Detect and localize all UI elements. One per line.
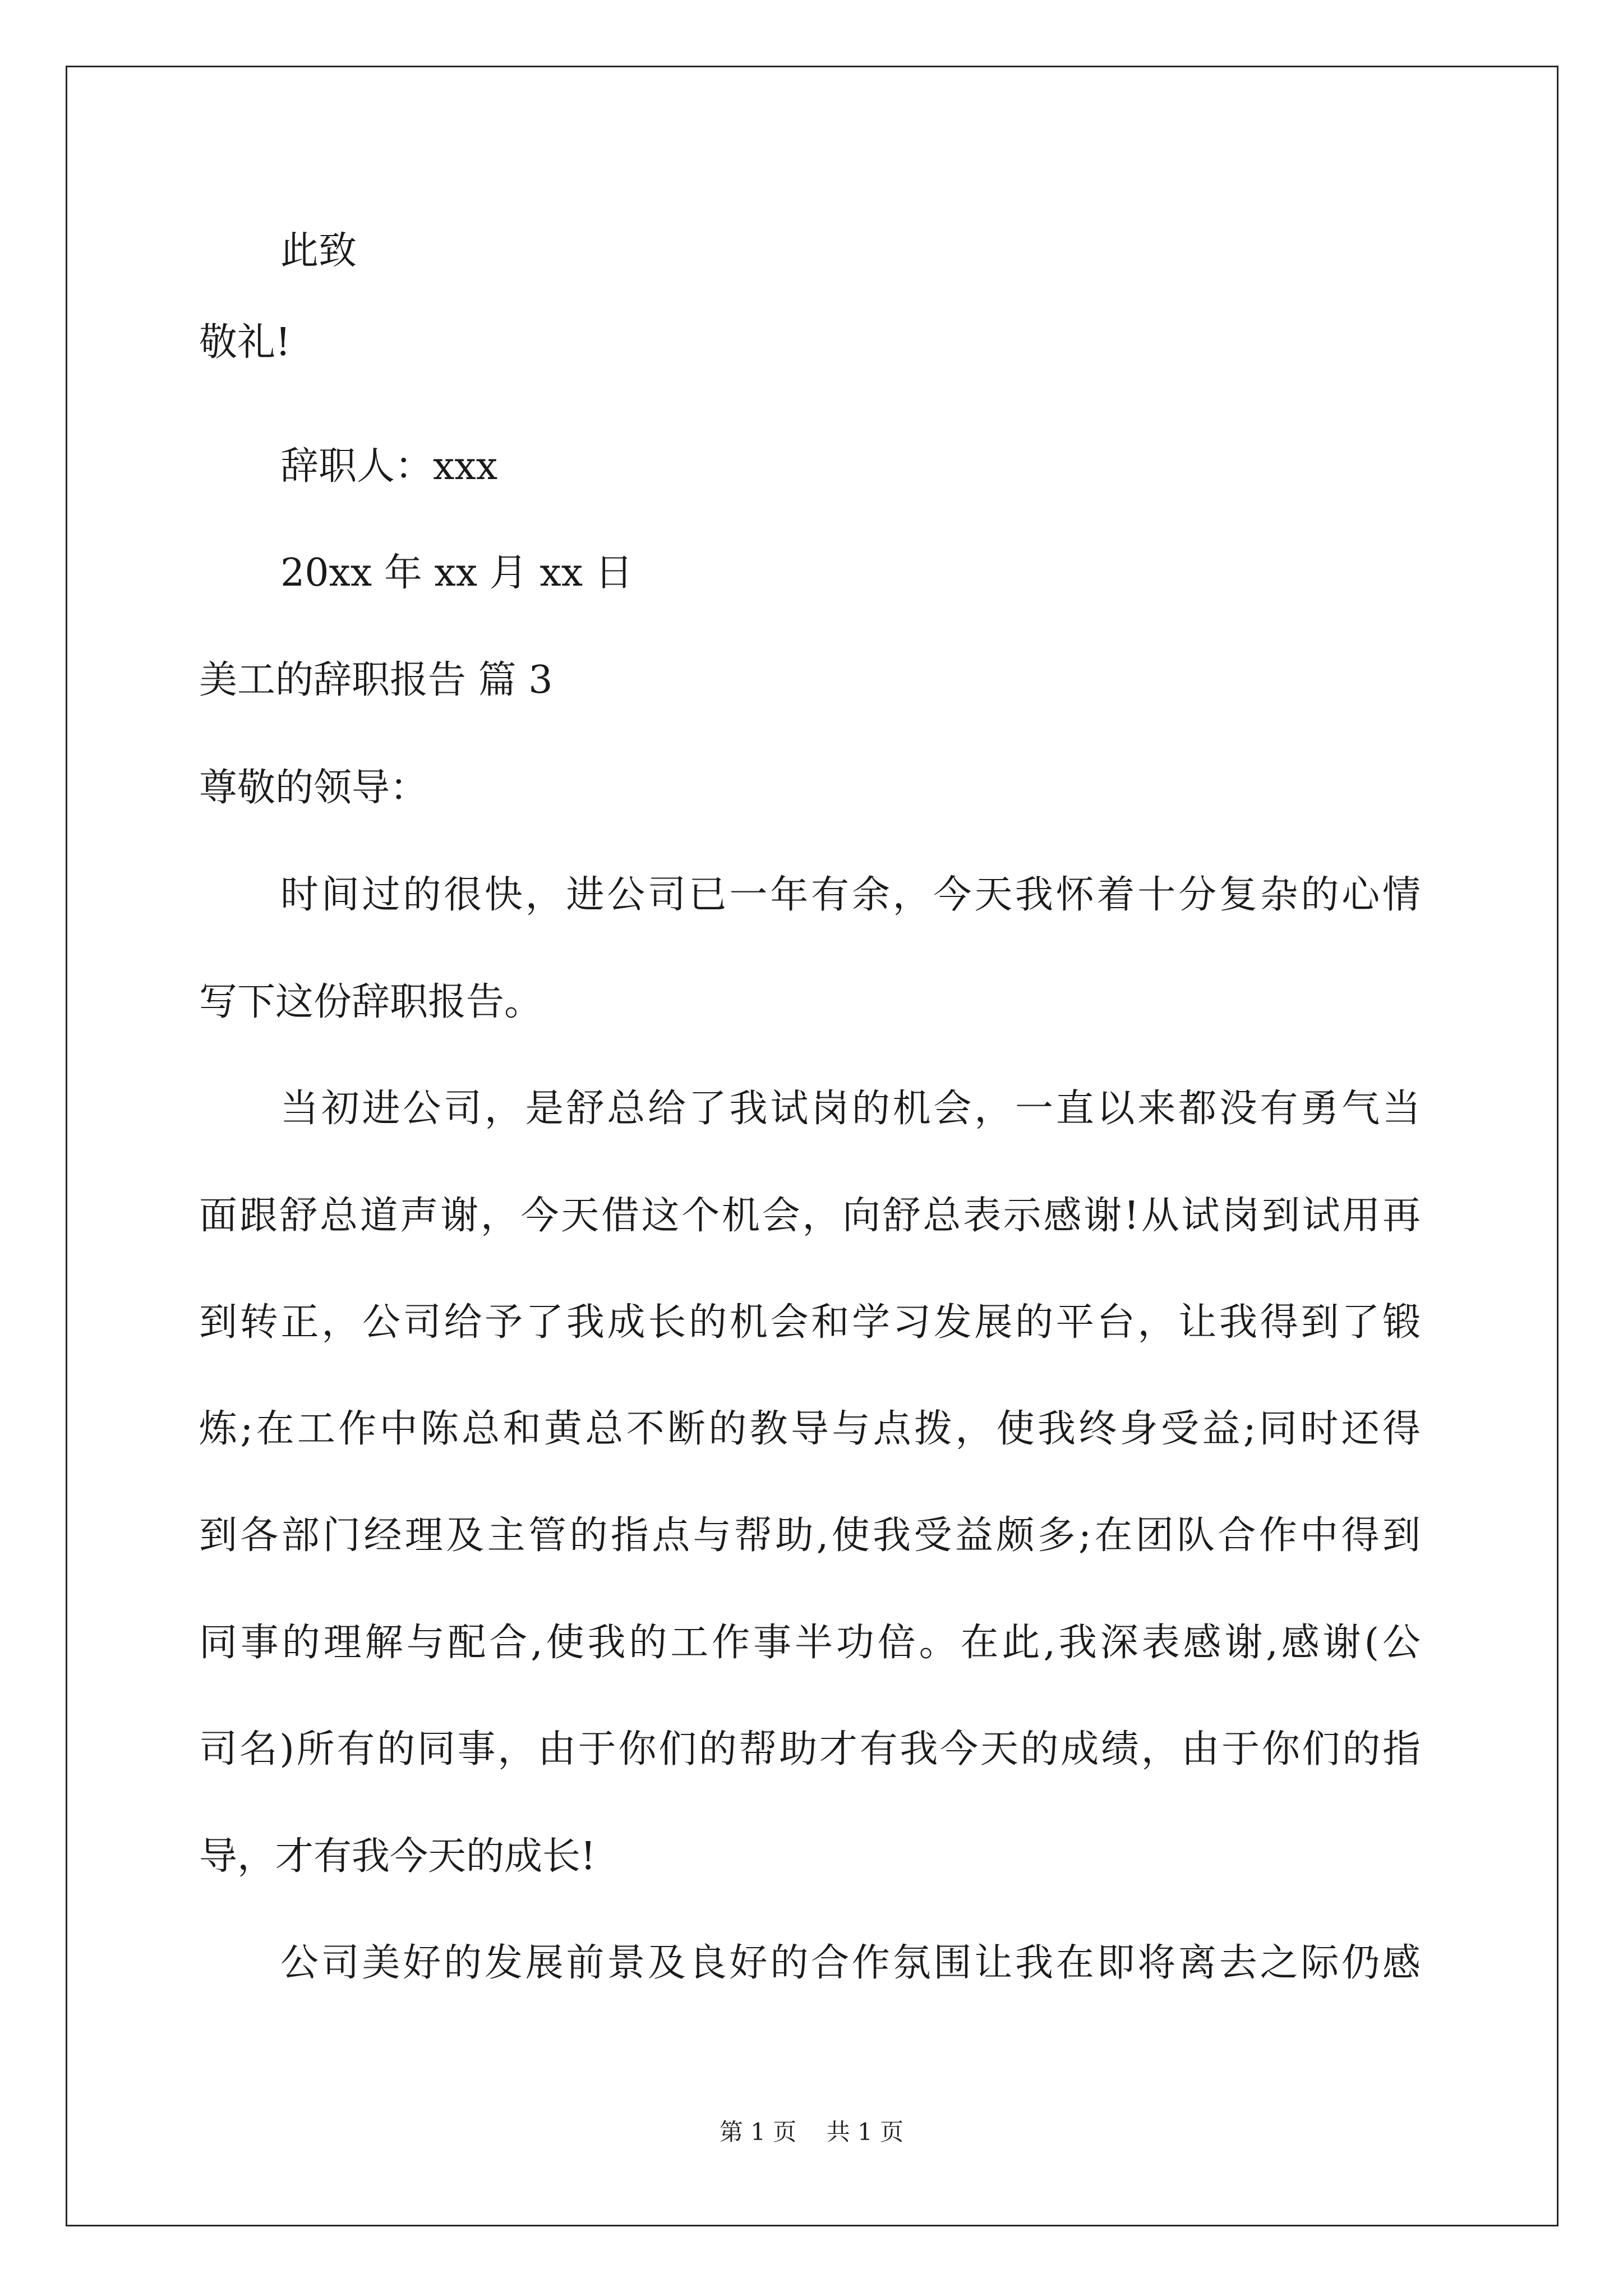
body-line: 写下这份辞职报告。 [199,980,543,1024]
body-line: 公司美好的发展前景及良好的合作氛围让我在即将离去之际仍感 [280,1941,1421,1985]
body-line: 导，才有我今天的成长! [199,1834,596,1879]
closing-salutation: 此致 [280,229,357,273]
signature-date: 20xx 年 xx 月 xx 日 [280,551,633,595]
page-border [66,66,1559,2226]
body-line: 司名)所有的同事，由于你们的帮助才有我今天的成绩，由于你们的指 [199,1727,1421,1772]
signature-name: 辞职人：xxx [280,444,498,489]
body-line: 到各部门经理及主管的指点与帮助,使我受益颇多;在团队合作中得到 [199,1513,1421,1558]
body-line: 时间过的很快，进公司已一年有余，今天我怀着十分复杂的心情 [280,873,1421,917]
body-line: 到转正，公司给予了我成长的机会和学习发展的平台，让我得到了锻 [199,1300,1421,1345]
page-number-footer: 第 1 页 共 1 页 [719,2118,904,2146]
body-line: 当初进公司，是舒总给了我试岗的机会，一直以来都没有勇气当 [280,1087,1421,1131]
body-line: 同事的理解与配合,使我的工作事半功倍。在此,我深表感谢,感谢(公 [199,1621,1421,1665]
closing-regards: 敬礼! [199,320,291,365]
greeting: 尊敬的领导： [199,766,428,810]
body-line: 面跟舒总道声谢，今天借这个机会，向舒总表示感谢!从试岗到试用再 [199,1194,1421,1238]
section-title: 美工的辞职报告 篇 3 [199,658,553,702]
body-line: 炼;在工作中陈总和黄总不断的教导与点拨，使我终身受益;同时还得 [199,1407,1421,1451]
